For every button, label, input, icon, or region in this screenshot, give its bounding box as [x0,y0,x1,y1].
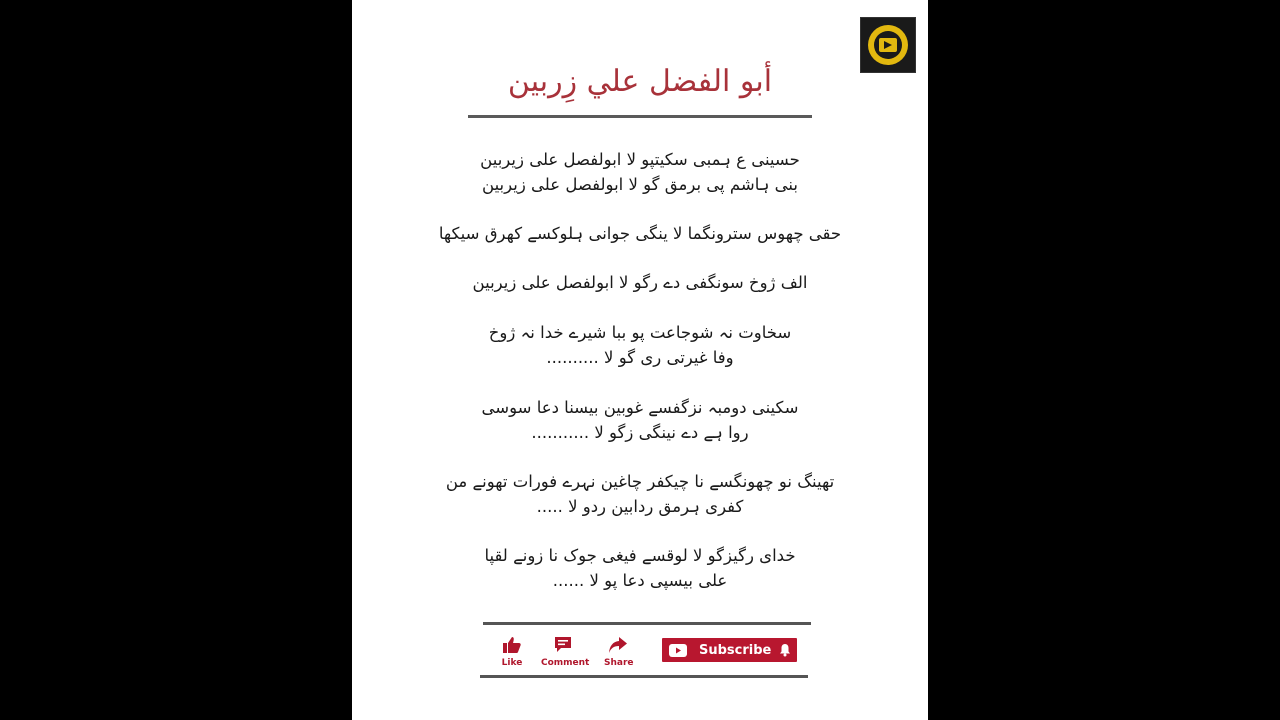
divider [468,115,812,118]
verse-line: کفری ہرمق ردابین ردو لا ..... [536,497,744,516]
subscribe-label: Subscribe [699,642,772,658]
verse-line: تھینگ نو چھونگسے نا چیکفر چاغین نہرے فورات تھونے من [445,472,835,491]
comment-button[interactable] [541,636,590,668]
verse-line: روا ہے دے نینگی زگو لا ........... [531,423,749,442]
youtube-icon [669,644,687,657]
verse-line: سکینی دومبہ نزگفسے غوبین بیسنا دعا سوسی [481,398,799,417]
like-label: Like [501,658,523,668]
content-panel [352,0,928,720]
thumbs-up-icon [502,636,522,654]
page-title: أبو الفضل علي زِربين [507,64,773,99]
play-logo-icon [866,23,910,67]
divider [483,622,811,625]
verse-6 [352,469,928,519]
subscribe-button[interactable] [662,638,797,662]
verse-line: سخاوت نہ شوجاعت پو ببا شیرے خدا نہ ژوخ [488,323,792,342]
comment-label: Comment [541,658,590,668]
share-arrow-icon [608,636,628,654]
bell-icon [779,643,791,657]
verse-2 [352,221,928,246]
comment-icon [553,636,573,654]
verse-5 [352,395,928,445]
verse-line: حسینی ع ہمبی سکیتپو لا ابولفصل علی زیربین [480,150,800,169]
share-button[interactable] [604,636,632,668]
verse-line: حقی چھوس سترونگما لا ینگی جوانی ہلوکسے کھرق سیکھا [438,224,842,243]
share-label: Share [604,658,634,668]
divider [480,675,808,678]
verse-1 [352,147,928,197]
like-button[interactable] [500,636,524,668]
verse-3 [352,270,928,295]
verse-line: وفا غیرتی ری گو لا .......... [546,348,734,367]
verse-line: الف ژوخ سونگفی دے رگو لا ابولفصل علی زیربین [472,273,808,292]
verse-line: خدای رگیزگو لا لوقسے فیغی جوک نا زونے لقپا [484,546,796,565]
verse-line: علی بیسپی دعا پو لا ...... [552,571,728,590]
verse-4 [352,320,928,370]
verse-7 [352,543,928,593]
verse-line: بنی ہاشم پی برمق گو لا ابولفصل علی زیربین [482,175,798,194]
